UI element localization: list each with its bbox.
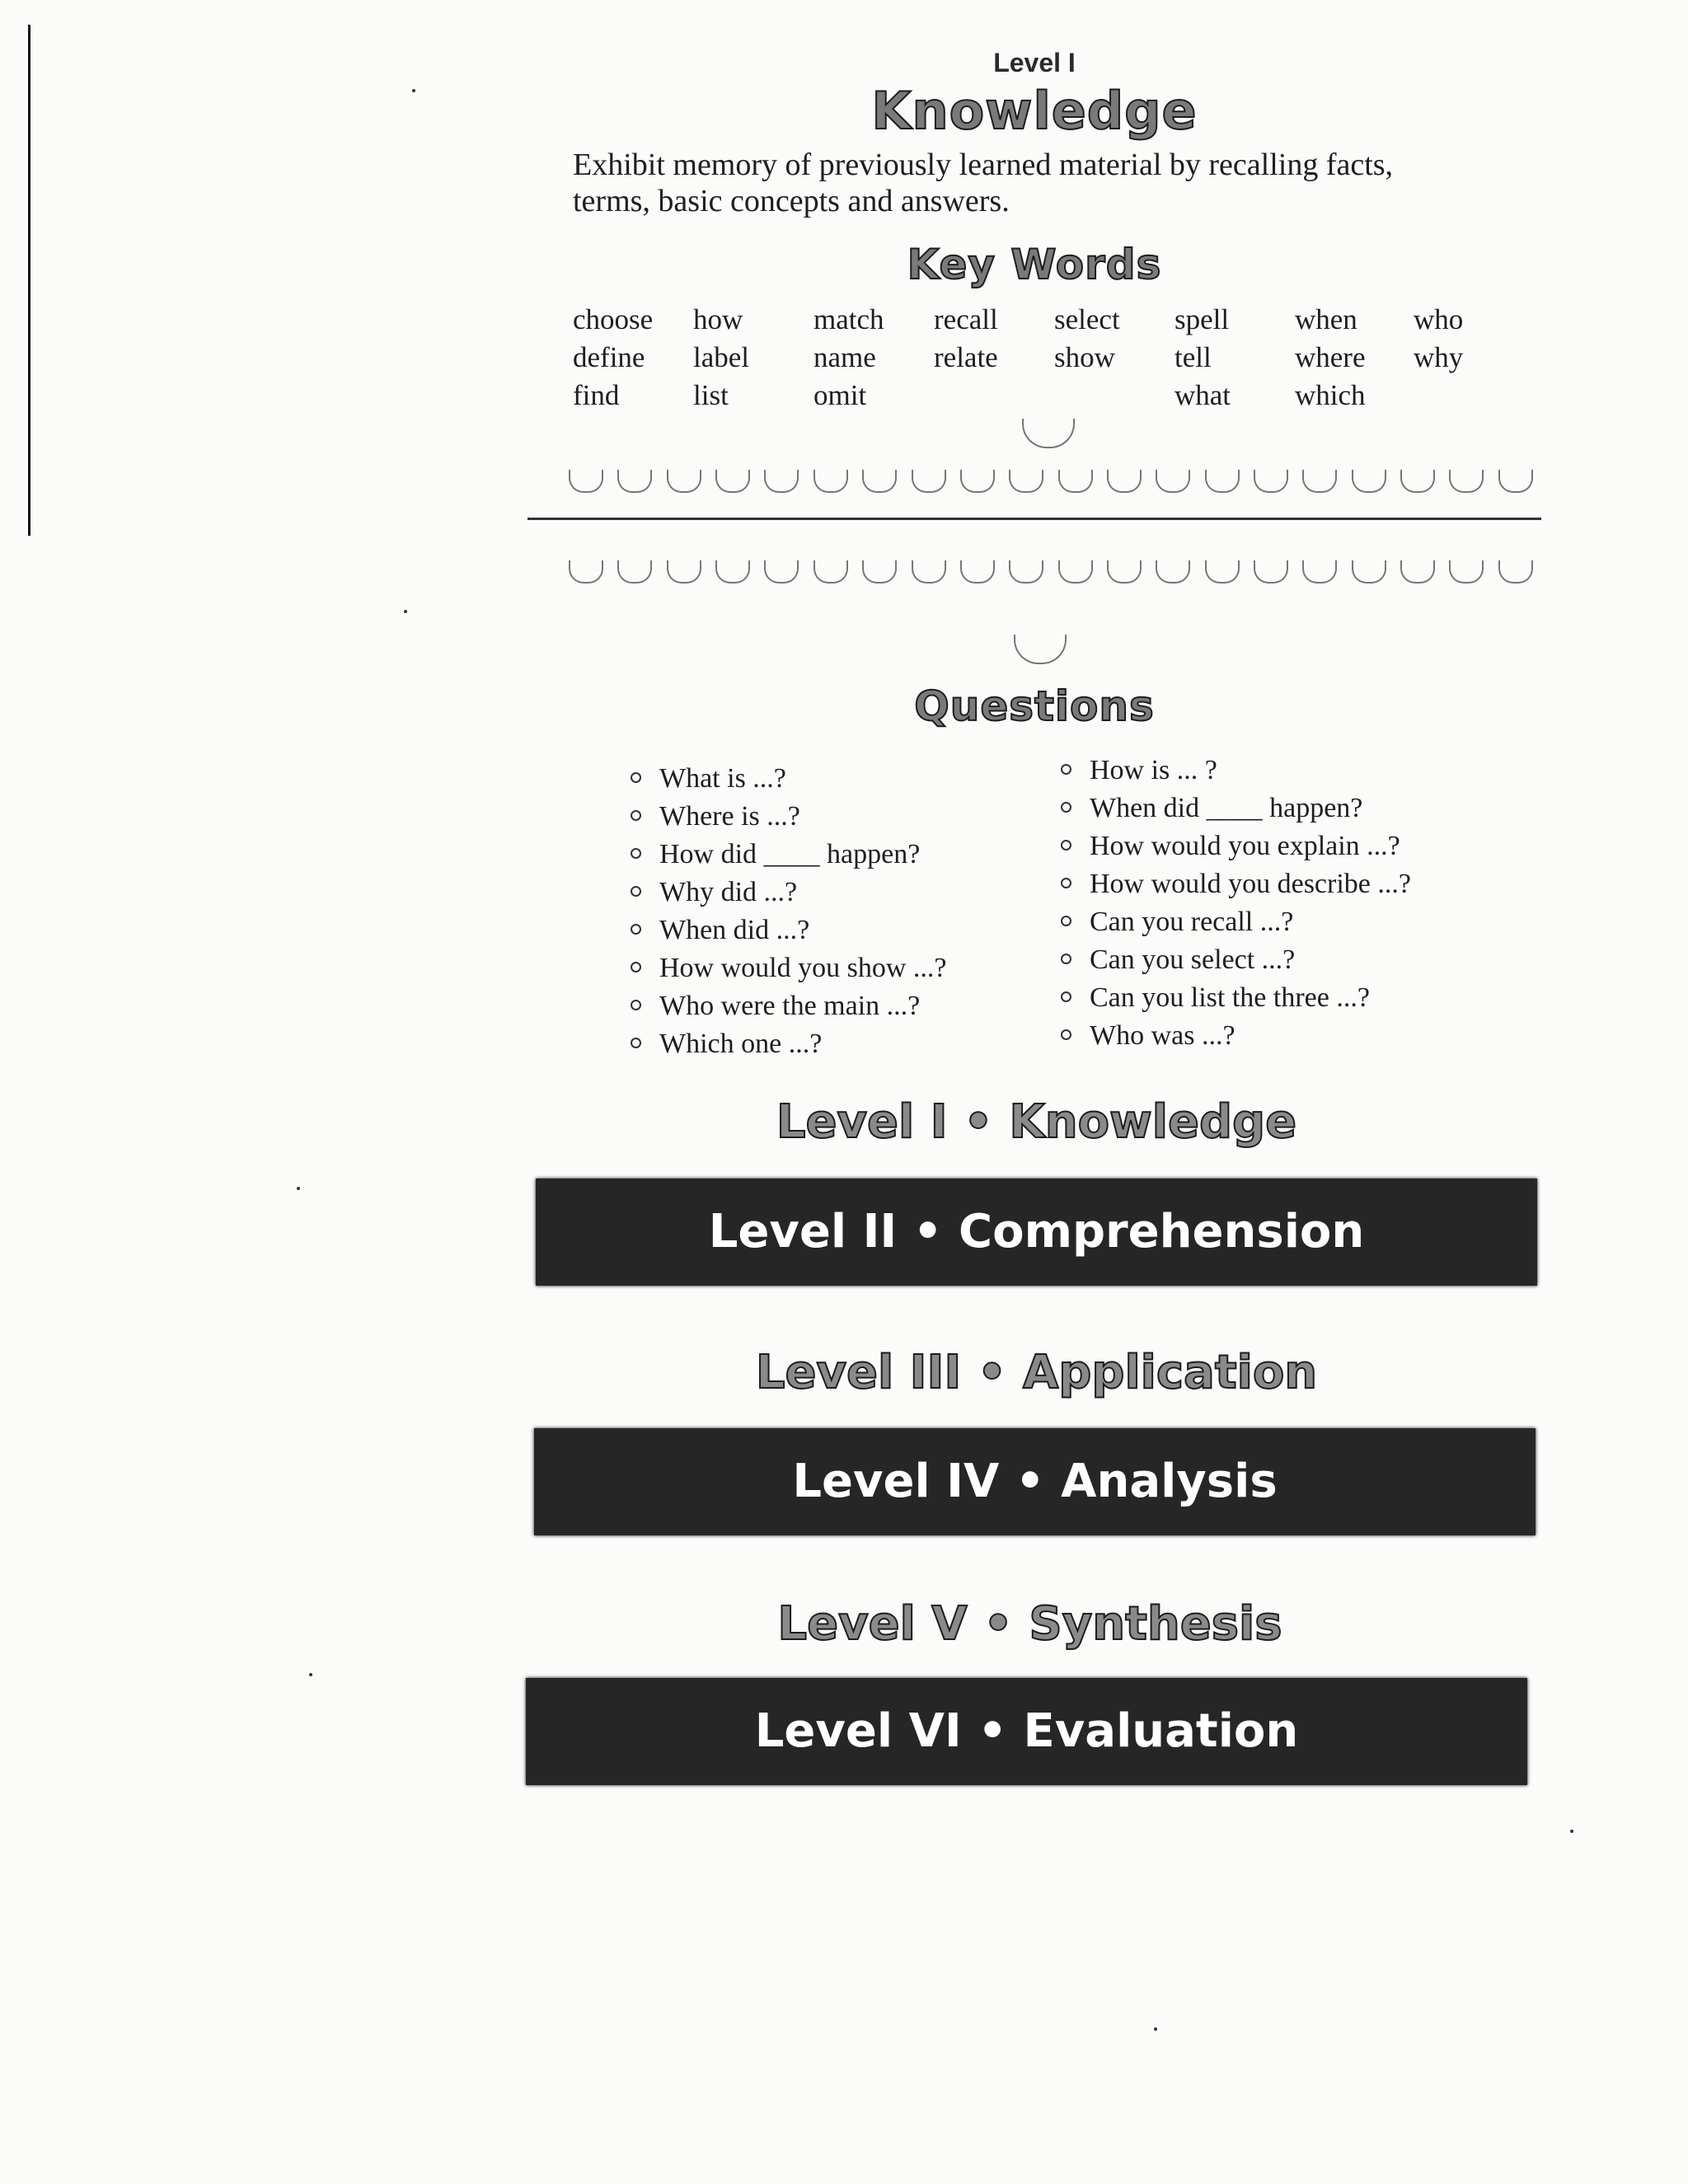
- list-item: [1061, 865, 1411, 903]
- level-5-band: Level V • Synthesis: [777, 1597, 1282, 1651]
- key-word: label: [693, 341, 750, 373]
- question-text: Can you select ...?: [1090, 944, 1296, 975]
- question-text: Can you list the three ...?: [1090, 982, 1370, 1013]
- decorative-swirl: [862, 470, 897, 493]
- bullet-icon: [631, 1000, 641, 1010]
- decorative-swirl: [1009, 560, 1043, 583]
- question-text: How would you explain ...?: [1090, 831, 1400, 861]
- bullet-icon: [631, 810, 641, 821]
- level-2-band: Level II • Comprehension: [536, 1179, 1537, 1286]
- decorative-swirl: [1254, 470, 1288, 493]
- scan-speck: [297, 1187, 300, 1190]
- decorative-swirl: [764, 470, 799, 493]
- question-text: Which one ...?: [659, 1029, 823, 1059]
- scan-speck: [309, 1673, 312, 1676]
- key-word: find: [573, 379, 620, 411]
- key-words-column: [1175, 301, 1231, 415]
- decorative-swirl: [1352, 560, 1386, 583]
- bullet-icon: [631, 962, 641, 972]
- question-text: Who were the main ...?: [659, 991, 921, 1021]
- list-item: [1061, 1017, 1411, 1055]
- decorative-swirl: [1302, 470, 1337, 493]
- key-words-column: [693, 301, 749, 415]
- page-title: Knowledge: [871, 81, 1198, 141]
- bullet-icon: [1061, 840, 1071, 851]
- bullet-icon: [1061, 1029, 1071, 1040]
- decorative-swirl: [960, 470, 995, 493]
- key-word: tell: [1175, 341, 1212, 373]
- decorative-swirl: [814, 560, 848, 583]
- list-item: [631, 912, 946, 949]
- key-word: when: [1295, 303, 1357, 335]
- decorative-swirl: [1205, 470, 1240, 493]
- question-text: How would you show ...?: [659, 953, 947, 983]
- decorative-swirl: [1400, 470, 1435, 493]
- list-item: [1061, 941, 1411, 979]
- key-word: why: [1414, 341, 1464, 373]
- scan-speck: [404, 610, 407, 613]
- key-word: match: [814, 303, 884, 335]
- decorative-swirl: [912, 560, 946, 583]
- decorative-swirl: [1058, 560, 1093, 583]
- scan-speck: [412, 89, 415, 92]
- level-1-band: Level I • Knowledge: [776, 1095, 1297, 1149]
- decorative-swirl: [715, 560, 750, 583]
- decorative-swirl: [814, 470, 848, 493]
- question-text: Can you recall ...?: [1090, 907, 1294, 937]
- decorative-swirl: [1107, 470, 1142, 493]
- key-word: define: [573, 341, 645, 373]
- key-word: recall: [934, 303, 998, 335]
- decorative-swirl: [764, 560, 799, 583]
- question-text: How did ____ happen?: [659, 839, 921, 869]
- level-label: Level I: [993, 48, 1076, 77]
- key-word: where: [1295, 341, 1366, 373]
- question-text: When did ...?: [659, 915, 810, 945]
- decorative-swirl: [1449, 560, 1484, 583]
- list-item: [1061, 752, 1411, 790]
- list-item: [631, 949, 946, 987]
- decorative-swirl: [1205, 560, 1240, 583]
- key-words-column: [1295, 301, 1366, 415]
- list-item: [1061, 827, 1411, 865]
- bullet-icon: [1061, 954, 1071, 964]
- decorative-swirl: [1254, 560, 1288, 583]
- list-item: [631, 798, 946, 836]
- scan-speck: [1154, 2027, 1157, 2031]
- level-description: Exhibit memory of previously learned material by recalling facts, terms, basic concepts and answers.: [573, 148, 1394, 218]
- decorative-swirl: [1352, 470, 1386, 493]
- questions-list-left: [631, 760, 946, 1063]
- key-word: how: [693, 303, 743, 335]
- key-word: relate: [934, 341, 998, 373]
- bullet-icon: [1061, 916, 1071, 926]
- decorative-swirl: [1058, 470, 1093, 493]
- decorative-swirl: [1107, 560, 1142, 583]
- bullet-icon: [1061, 991, 1071, 1002]
- key-word: which: [1295, 379, 1366, 411]
- key-word: what: [1175, 379, 1231, 411]
- decorative-swirl: [1498, 470, 1533, 493]
- list-item: [1061, 979, 1411, 1017]
- question-text: Where is ...?: [659, 801, 800, 832]
- decorative-swirl: [617, 470, 652, 493]
- key-words-title: Key Words: [907, 241, 1162, 288]
- question-text: What is ...?: [659, 763, 786, 794]
- scan-speck: [1570, 1830, 1573, 1833]
- question-text: How is ... ?: [1090, 755, 1217, 785]
- decorative-swirl: [1156, 470, 1190, 493]
- decorative-border-bottom: [569, 560, 1533, 593]
- key-words-column: [573, 301, 653, 415]
- questions-list-right: [1061, 752, 1411, 1055]
- list-item: [631, 874, 946, 912]
- scan-margin-line: [28, 25, 30, 536]
- decorative-swirl: [715, 470, 750, 493]
- list-item: [1061, 903, 1411, 941]
- decorative-swirl: [667, 560, 701, 583]
- questions-title: Questions: [914, 682, 1155, 730]
- list-item: [631, 836, 946, 874]
- bullet-icon: [631, 1038, 641, 1048]
- decorative-swirl: [1449, 470, 1484, 493]
- bullet-icon: [631, 772, 641, 783]
- decorative-swirl: [569, 560, 603, 583]
- key-word: show: [1054, 341, 1115, 373]
- question-text: How would you describe ...?: [1090, 869, 1411, 899]
- question-text: Why did ...?: [659, 877, 798, 907]
- decorative-swirl: [1302, 560, 1337, 583]
- bullet-icon: [631, 924, 641, 935]
- list-item: [1061, 790, 1411, 827]
- divider: [528, 518, 1541, 520]
- decorative-swirl: [1498, 560, 1533, 583]
- decorative-swirl: [1009, 470, 1043, 493]
- key-words-column: [1054, 301, 1120, 377]
- decorative-border-top: [569, 470, 1533, 503]
- key-word: list: [693, 379, 729, 411]
- key-word: name: [814, 341, 876, 373]
- key-word: spell: [1175, 303, 1230, 335]
- decorative-swirl: [1156, 560, 1190, 583]
- decorative-swirl: [1022, 419, 1075, 448]
- key-word: choose: [573, 303, 654, 335]
- key-word: who: [1414, 303, 1464, 335]
- bullet-icon: [1061, 764, 1071, 775]
- level-4-band: Level IV • Analysis: [534, 1428, 1536, 1535]
- bullet-icon: [1061, 878, 1071, 888]
- decorative-swirl: [1400, 560, 1435, 583]
- decorative-swirl: [960, 560, 995, 583]
- question-text: When did ____ happen?: [1090, 793, 1363, 823]
- key-words-column: [814, 301, 884, 415]
- decorative-swirl: [912, 470, 946, 493]
- decorative-swirl: [1014, 635, 1067, 664]
- level-3-band: Level III • Application: [755, 1346, 1318, 1399]
- decorative-swirl: [862, 560, 897, 583]
- decorative-swirl: [617, 560, 652, 583]
- key-word: omit: [814, 379, 867, 411]
- list-item: [631, 760, 946, 798]
- decorative-swirl: [667, 470, 701, 493]
- key-word: select: [1054, 303, 1120, 335]
- decorative-swirl: [569, 470, 603, 493]
- level-6-band: Level VI • Evaluation: [526, 1678, 1527, 1785]
- question-text: Who was ...?: [1090, 1020, 1236, 1051]
- key-words-column: [1414, 301, 1463, 377]
- list-item: [631, 987, 946, 1025]
- bullet-icon: [631, 886, 641, 897]
- bullet-icon: [631, 848, 641, 859]
- bullet-icon: [1061, 802, 1071, 813]
- list-item: [631, 1025, 946, 1063]
- key-words-column: [934, 301, 998, 377]
